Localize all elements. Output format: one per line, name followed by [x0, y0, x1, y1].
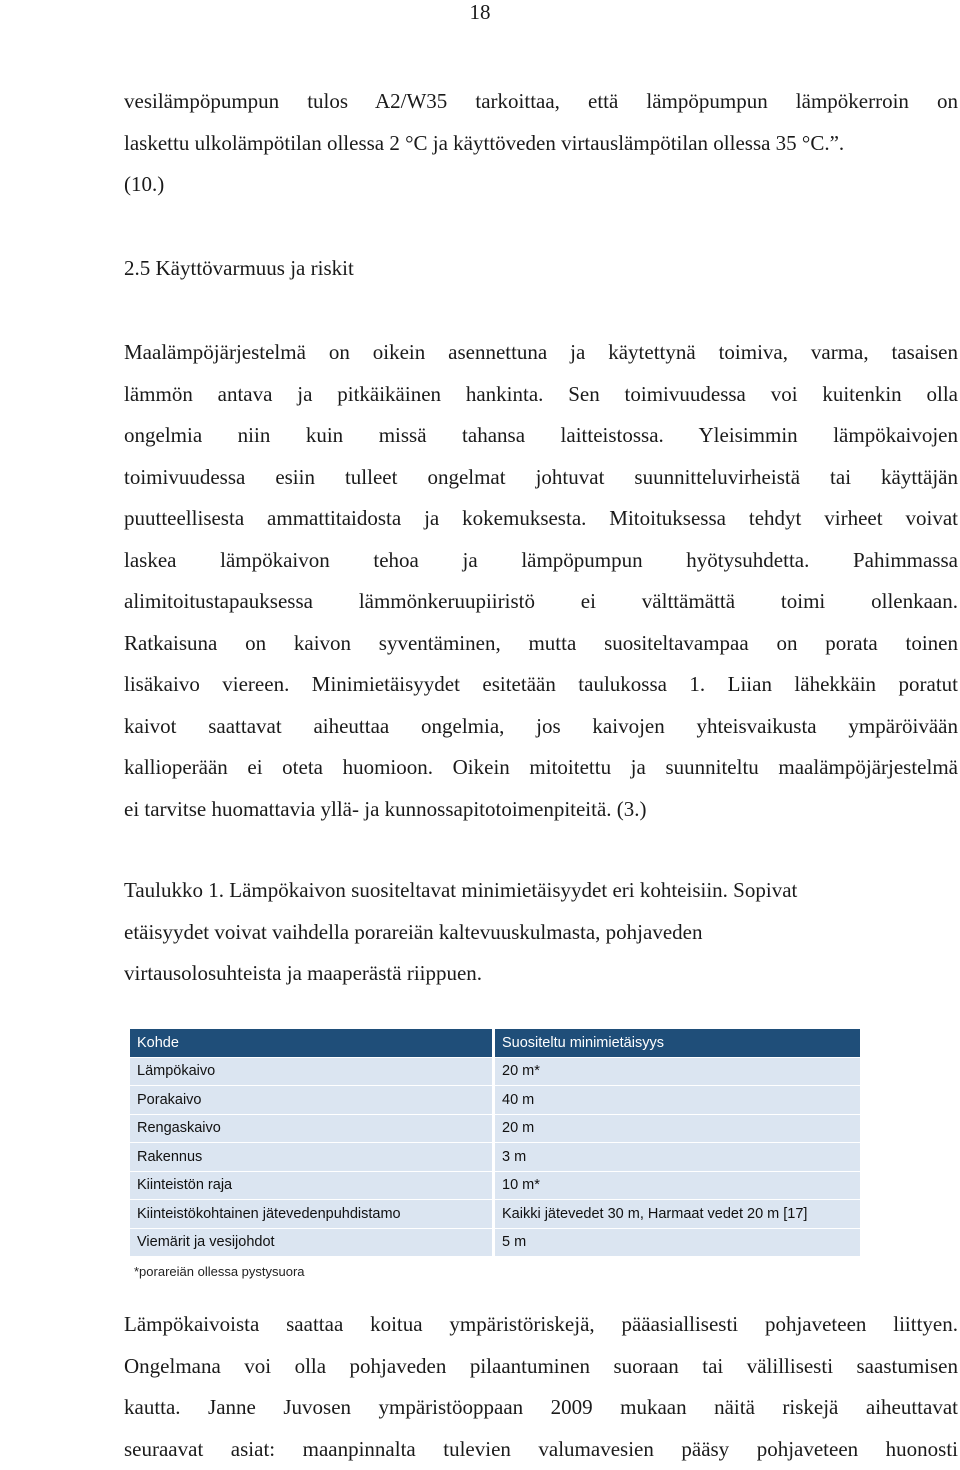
table-cell: 5 m	[494, 1228, 861, 1256]
table-cell: 20 m*	[494, 1057, 861, 1086]
table-header-row	[130, 1029, 860, 1058]
text-line: seuraavat asiat: maanpinnalta tulevien valumavesien pääsy pohjaveteen huonosti	[124, 1429, 958, 1470]
table-row	[130, 1200, 860, 1229]
table-cell: Rengaskaivo	[130, 1114, 494, 1143]
table-row	[130, 1143, 860, 1172]
section-heading: 2.5 Käyttövarmuus ja riskit	[124, 248, 354, 289]
table-row	[130, 1057, 860, 1086]
table-row	[130, 1228, 860, 1256]
body-paragraph	[124, 332, 958, 830]
text-line: kautta. Janne Juvosen ympäristöoppaan 2009 mukaan näitä riskejä aiheuttavat	[124, 1387, 958, 1429]
text-line: ei tarvitse huomattavia yllä- ja kunnossapitotoimenpiteitä. (3.)	[124, 789, 958, 831]
table-cell: Porakaivo	[130, 1086, 494, 1115]
table-cell: Kaikki jätevedet 30 m, Harmaat vedet 20 m [17]	[494, 1200, 861, 1229]
table-cell: Lämpökaivo	[130, 1057, 494, 1086]
table-cell: 10 m*	[494, 1171, 861, 1200]
header-kohde: Kohde	[130, 1029, 494, 1058]
table-row	[130, 1171, 860, 1200]
table-cell: Kiinteistön raja	[130, 1171, 494, 1200]
text-line: Maalämpöjärjestelmä on oikein asennettuna ja käytettynä toimiva, varma, tasaisen	[124, 332, 958, 374]
closing-paragraph	[124, 1304, 958, 1470]
table-cell: Rakennus	[130, 1143, 494, 1172]
text-line: kallioperään ei oteta huomioon. Oikein mitoitettu ja suunniteltu maalämpöjärjestelmä	[124, 747, 958, 789]
text-line: laskettu ulkolämpötilan ollessa 2 °C ja käyttöveden virtauslämpötilan ollessa 35 °C.”.	[124, 123, 958, 165]
table-cell: 20 m	[494, 1114, 861, 1143]
text-line: virtausolosuhteista ja maaperästä riippuen.	[124, 953, 958, 995]
distance-table-block	[130, 1028, 860, 1279]
text-line: vesilämpöpumpun tulos A2/W35 tarkoittaa, että lämpöpumpun lämpökerroin on	[124, 81, 958, 123]
text-line: etäisyydet voivat vaihdella porareiän kaltevuuskulmasta, pohjaveden	[124, 912, 958, 954]
text-line: (10.)	[124, 164, 958, 206]
distance-table	[130, 1028, 860, 1256]
table-cell: Kiinteistökohtainen jätevedenpuhdistamo	[130, 1200, 494, 1229]
text-line: Lämpökaivoista saattaa koitua ympäristöriskejä, pääasiallisesti pohjaveteen liittyen.	[124, 1304, 958, 1346]
text-line: Ongelmana voi olla pohjaveden pilaantuminen suoraan tai välillisesti saastumisen	[124, 1346, 958, 1388]
text-line: puutteellisesta ammattitaidosta ja kokemuksesta. Mitoituksessa tehdyt virheet voivat	[124, 498, 958, 540]
table-row	[130, 1114, 860, 1143]
text-line: toimivuudessa esiin tulleet ongelmat johtuvat suunnitteluvirheistä tai käyttäjän	[124, 457, 958, 499]
table-cell: 40 m	[494, 1086, 861, 1115]
table-caption	[124, 870, 958, 995]
text-line: lämmön antava ja pitkäikäinen hankinta. Sen toimivuudessa voi kuitenkin olla	[124, 374, 958, 416]
intro-paragraph	[124, 81, 958, 206]
text-line: ongelmia niin kuin missä tahansa laitteistossa. Yleisimmin lämpökaivojen	[124, 415, 958, 457]
text-line: alimitoitustapauksessa lämmönkeruupiiristö ei välttämättä toimi ollenkaan.	[124, 581, 958, 623]
text-line: Taulukko 1. Lämpökaivon suositeltavat minimietäisyydet eri kohteisiin. Sopivat	[124, 870, 958, 912]
text-line: laskea lämpökaivon tehoa ja lämpöpumpun hyötysuhdetta. Pahimmassa	[124, 540, 958, 582]
table-footnote: *porareiän ollessa pystysuora	[134, 1264, 860, 1279]
text-line: lisäkaivo viereen. Minimietäisyydet esitetään taulukossa 1. Liian lähekkäin poratut	[124, 664, 958, 706]
text-line: kaivot saattavat aiheuttaa ongelmia, jos kaivojen yhteisvaikusta ympäröivään	[124, 706, 958, 748]
table-row	[130, 1086, 860, 1115]
table-cell: Viemärit ja vesijohdot	[130, 1228, 494, 1256]
page-number: 18	[0, 0, 960, 24]
header-etaisyys: Suositeltu minimietäisyys	[494, 1029, 861, 1058]
table-cell: 3 m	[494, 1143, 861, 1172]
text-line: Ratkaisuna on kaivon syventäminen, mutta suositeltavampaa on porata toinen	[124, 623, 958, 665]
